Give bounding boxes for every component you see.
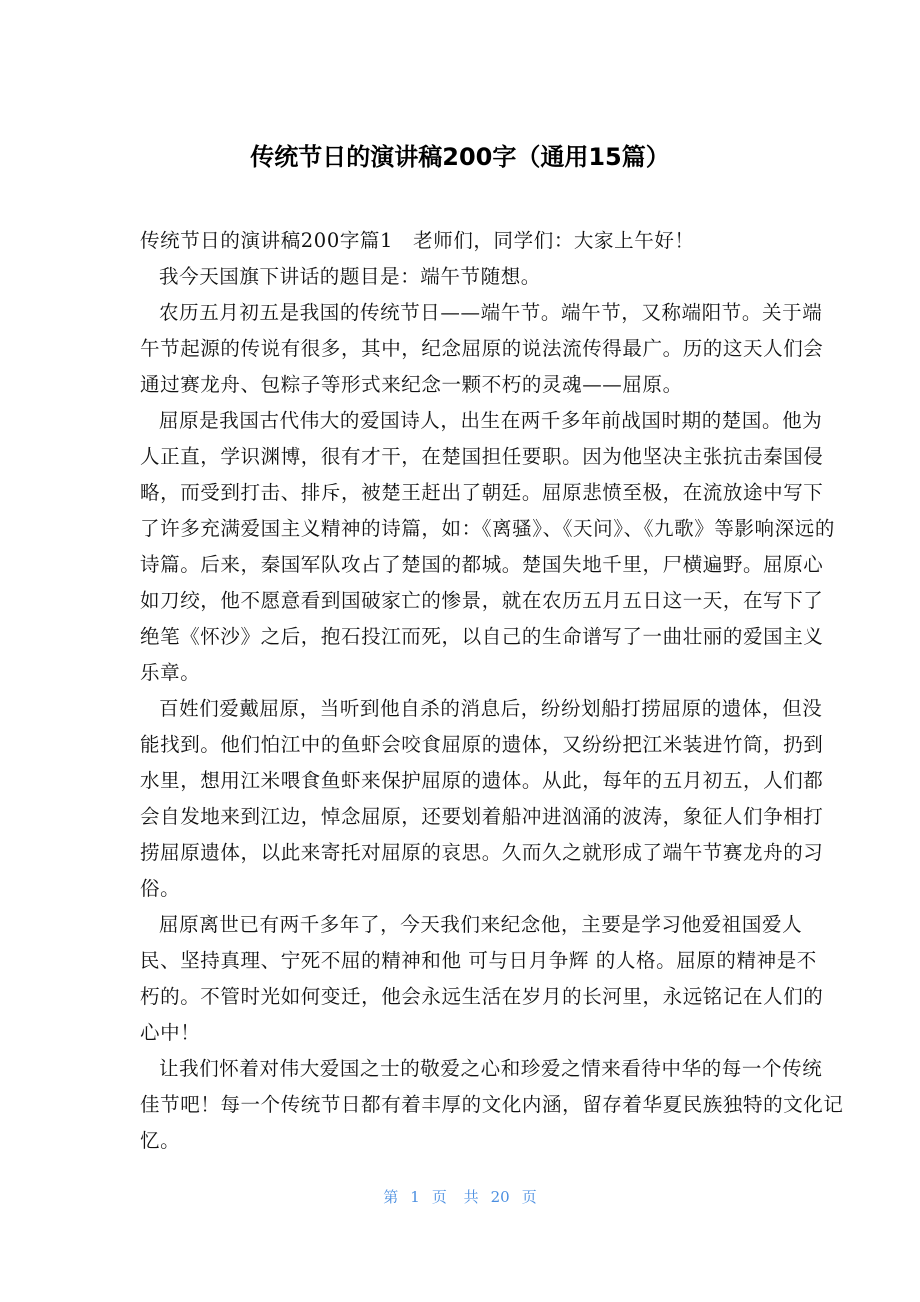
paragraph-line: 通过赛龙舟、包粽子等形式来纪念一颗不朽的灵魂——屈原。 — [140, 373, 683, 396]
footer-prefix: 第 — [383, 1188, 399, 1206]
paragraph-line: 午节起源的传说有很多，其中，纪念屈原的说法流传得最广。历的这天人们会 — [140, 337, 824, 360]
paragraph-line: 乐章。 — [140, 661, 201, 684]
paragraph — [140, 907, 824, 1051]
paragraph — [140, 295, 824, 403]
paragraph-line: 民、坚持真理、宁死不屈的精神和他 可与日月争辉 的人格。屈原的精神是不 — [140, 949, 817, 972]
paragraph-line: 略，而受到打击、排斥，被楚王赶出了朝廷。屈原悲愤至极，在流放途中写下 — [140, 481, 824, 504]
paragraph-line: 让我们怀着对伟大爱国之士的敬爱之心和珍爱之情来看待中华的每一个传统 — [159, 1057, 823, 1080]
paragraph — [140, 259, 820, 295]
paragraph-line: 屈原是我国古代伟大的爱国诗人，出生在两千多年前战国时期的楚国。他为 — [159, 409, 823, 432]
paragraph-line: 我今天国旗下讲话的题目是：端午节随想。 — [159, 265, 541, 288]
paragraph-line: 朽的。不管时光如何变迁，他会永远生活在岁月的长河里，永远铭记在人们的 — [140, 985, 824, 1008]
footer-total-pages: 20 — [490, 1188, 510, 1206]
document-body — [140, 223, 844, 1159]
paragraph-line: 如刀绞，他不愿意看到国破家亡的惨景，就在农历五月五日这一天，在写下了 — [140, 589, 824, 612]
paragraph-line: 水里，想用江米喂食鱼虾来保护屈原的遗体。从此，每年的五月初五，人们都 — [140, 769, 824, 792]
paragraph-line: 人正直，学识渊博，很有才干，在楚国担任要职。因为他坚决主张抗击秦国侵 — [140, 445, 824, 468]
paragraph-line: 传统节日的演讲稿200字篇1 老师们，同学们：大家上午好！ — [140, 229, 695, 252]
paragraph-line: 诗篇。后来，秦国军队攻占了楚国的都城。楚国失地千里，尸横遍野。屈原心 — [140, 553, 824, 576]
paragraph — [140, 1051, 844, 1159]
paragraph-line: 百姓们爱戴屈原，当听到他自杀的消息后，纷纷划船打捞屈原的遗体，但没 — [159, 697, 823, 720]
paragraph — [140, 403, 835, 691]
paragraph-line: 农历五月初五是我国的传统节日——端午节。端午节，又称端阳节。关于端 — [159, 301, 823, 324]
paragraph-line: 能找到。他们怕江中的鱼虾会咬食屈原的遗体，又纷纷把江米装进竹筒，扔到 — [140, 733, 824, 756]
footer-suffix: 页 — [521, 1188, 537, 1206]
paragraph-line: 佳节吧！每一个传统节日都有着丰厚的文化内涵，留存着华夏民族独特的文化记 — [140, 1093, 844, 1116]
footer-page-number: 1 — [410, 1188, 420, 1206]
paragraph-line: 屈原离世已有两千多年了，今天我们来纪念他，主要是学习他爱祖国爱人 — [159, 913, 803, 936]
paragraph-line: 俗。 — [140, 877, 181, 900]
paragraph-line: 心中！ — [140, 1021, 201, 1044]
paragraph — [140, 223, 820, 259]
page-footer — [0, 1186, 920, 1207]
paragraph-line: 会自发地来到江边，悼念屈原，还要划着船冲进汹涌的波涛，象征人们争相打 — [140, 805, 824, 828]
footer-middle: 页 共 — [431, 1188, 479, 1206]
paragraph — [140, 691, 824, 907]
paragraph-line: 忆。 — [140, 1129, 181, 1152]
paragraph-line: 捞屈原遗体，以此来寄托对屈原的哀思。久而久之就形成了端午节赛龙舟的习 — [140, 841, 824, 864]
paragraph-line: 绝笔《怀沙》之后，抱石投江而死，以自己的生命谱写了一曲壮丽的爱国主义 — [140, 625, 824, 648]
paragraph-line: 了许多充满爱国主义精神的诗篇，如：《离骚》、《天问》、《九歌》等影响深远的 — [140, 517, 835, 540]
document-title: 传统节日的演讲稿200字（通用15篇） — [250, 143, 670, 171]
